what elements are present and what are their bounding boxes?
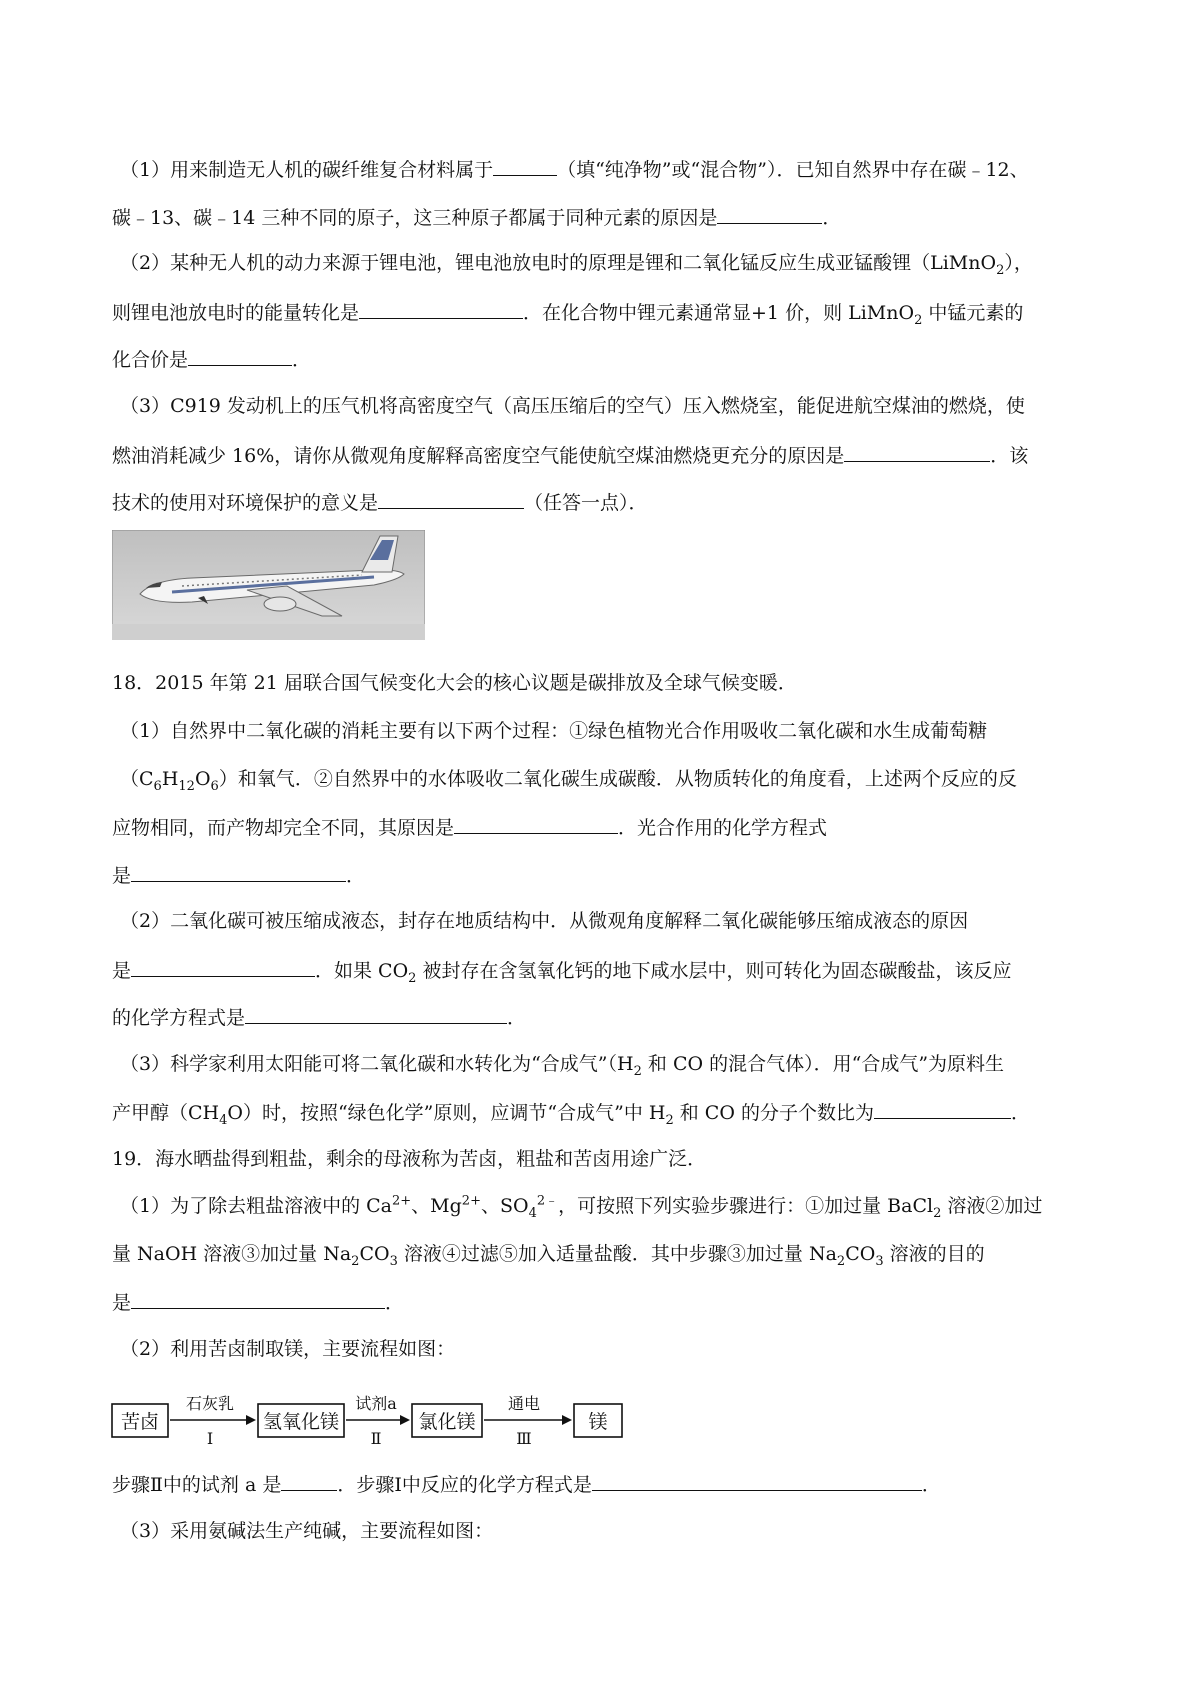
text: ）和氧气．②自然界中的水体吸收二氧化碳生成碳酸．从物质转化的角度看，上述两个反应的反 xyxy=(218,768,1017,790)
text: 量 NaOH 溶液③加过量 Na xyxy=(112,1243,352,1265)
answer-blank[interactable] xyxy=(131,956,315,977)
text: 、Mg xyxy=(411,1195,462,1217)
subscript: 4 xyxy=(528,1205,537,1221)
text: ，可按照下列实验步骤进行：①加过量 BaCl xyxy=(558,1195,934,1217)
text: 、SO xyxy=(480,1195,529,1217)
flow-arrow-1-top: 石灰乳 xyxy=(185,1394,235,1413)
text: H xyxy=(161,768,179,790)
text: 的化学方程式是 xyxy=(112,1007,246,1029)
flow-box-mg-chloride-label: 氯化镁 xyxy=(418,1411,476,1433)
text: ．在化合物中锂元素通常显+1 价，则 LiMnO xyxy=(523,302,915,324)
text: （1）自然界中二氧化碳的消耗主要有以下两个过程：①绿色植物光合作用吸收二氧化碳和水生成葡萄糖 xyxy=(120,720,988,742)
q17-p1-line1 xyxy=(120,155,1029,183)
q17-p2-line2 xyxy=(112,298,1023,326)
q18-p3-line1 xyxy=(120,1051,1004,1077)
subscript: 4 xyxy=(219,1112,228,1128)
q18-p2-line3 xyxy=(112,1003,526,1031)
q18-p2-line1 xyxy=(120,908,968,934)
text: 被封存在含氢氧化钙的地下咸水层中，则可转化为固态碳酸盐，该反应 xyxy=(416,960,1012,982)
q18-p2-line2 xyxy=(112,956,1012,984)
text: 和 CO 的分子个数比为 xyxy=(673,1102,874,1124)
text: 溶液④过滤⑤加入适量盐酸．其中步骤③加过量 Na xyxy=(397,1243,837,1265)
subscript: 2 xyxy=(836,1253,846,1269)
answer-blank[interactable] xyxy=(874,1098,1011,1119)
text: 技术的使用对环境保护的意义是 xyxy=(112,492,379,514)
q18-p3-line2 xyxy=(112,1098,1030,1126)
q19-p2-answer-line xyxy=(112,1470,941,1498)
subscript: 2 xyxy=(996,262,1005,278)
q17-p2-line1 xyxy=(120,250,1033,276)
airplane-photo xyxy=(112,530,425,640)
text: （2）某种无人机的动力来源于锂电池，锂电池放电时的原理是锂和二氧化锰反应生成亚锰酸锂（LiMnO xyxy=(120,252,997,274)
superscript: 2+ xyxy=(461,1193,481,1209)
text: ．如果 CO xyxy=(315,960,409,982)
text: ． xyxy=(822,207,842,229)
answer-blank[interactable] xyxy=(359,298,523,319)
text: 是 xyxy=(112,1292,132,1314)
answer-blank[interactable] xyxy=(454,813,618,834)
text: 碳﹣13、碳﹣14 三种不同的原子，这三种原子都属于同种元素的原因是 xyxy=(112,207,718,229)
superscript: 2﹣ xyxy=(536,1193,559,1209)
text: （1）为了除去粗盐溶液中的 Ca xyxy=(120,1195,392,1217)
text: ．光合作用的化学方程式 xyxy=(618,817,828,839)
text: 化合价是 xyxy=(112,349,189,371)
flow-arrow-2-top: 试剂a xyxy=(355,1394,397,1413)
text: CO xyxy=(845,1243,876,1265)
subscript: 2 xyxy=(933,1205,942,1221)
answer-blank[interactable] xyxy=(188,345,292,366)
answer-blank[interactable] xyxy=(844,441,990,462)
answer-blank[interactable] xyxy=(378,488,524,509)
q17-p3-line3 xyxy=(112,488,648,516)
text: （3）采用氨碱法生产纯碱，主要流程如图： xyxy=(120,1520,494,1542)
subscript: 3 xyxy=(389,1253,398,1269)
flow-arrow-3-top: 通电 xyxy=(507,1394,541,1413)
text: （3）科学家利用太阳能可将二氧化碳和水转化为“合成气”（H xyxy=(120,1053,634,1075)
answer-blank[interactable] xyxy=(493,155,557,176)
text: 应物相同，而产物却完全不同，其原因是 xyxy=(112,817,455,839)
flow-arrow-3-bottom: Ⅲ xyxy=(516,1429,532,1448)
text: ．步骤Ⅰ中反应的化学方程式是 xyxy=(337,1474,592,1496)
answer-blank[interactable] xyxy=(281,1470,337,1491)
text: 19．海水晒盐得到粗盐，剩余的母液称为苦卤，粗盐和苦卤用途广泛． xyxy=(112,1148,707,1170)
answer-blank[interactable] xyxy=(592,1470,922,1491)
flow-box-bittern-label: 苦卤 xyxy=(120,1411,160,1433)
q17-p1-line2 xyxy=(112,203,841,231)
subscript: 2 xyxy=(914,312,923,328)
q19-p1-line2 xyxy=(112,1241,985,1267)
text: 燃油消耗减少 16%，请你从微观角度解释高密度空气能使航空煤油燃烧更充分的原因是 xyxy=(112,445,845,467)
subscript: 2 xyxy=(351,1253,360,1269)
text: 18．2015 年第 21 届联合国气候变化大会的核心议题是碳排放及全球气候变暖． xyxy=(112,672,797,694)
flow-box-mg-hydroxide-label: 氢氧化镁 xyxy=(262,1411,340,1433)
text: ． xyxy=(385,1292,405,1314)
text: CO xyxy=(359,1243,390,1265)
q19-p2-line xyxy=(120,1336,455,1362)
text: 则锂电池放电时的能量转化是 xyxy=(112,302,360,324)
q17-p3-line1 xyxy=(120,393,1025,419)
text: （2）利用苦卤制取镁，主要流程如图： xyxy=(120,1338,456,1360)
text: ． xyxy=(1010,1102,1030,1124)
subscript: 12 xyxy=(178,778,195,794)
q19-p1-line3 xyxy=(112,1288,404,1316)
text: 步骤Ⅱ中的试剂 a 是 xyxy=(112,1474,282,1496)
flow-arrow-2-bottom: Ⅱ xyxy=(370,1429,382,1448)
superscript: 2+ xyxy=(392,1193,412,1209)
answer-blank[interactable] xyxy=(717,203,822,224)
text: ． xyxy=(346,865,366,887)
text: O xyxy=(194,768,211,790)
answer-blank[interactable] xyxy=(131,861,346,882)
q17-p3-line2 xyxy=(112,441,1028,469)
text: ． xyxy=(921,1474,941,1496)
q19-p1-line1 xyxy=(120,1193,1042,1219)
text: （任答一点）． xyxy=(524,492,648,514)
q18-p1-line4 xyxy=(112,861,365,889)
subscript: 2 xyxy=(408,970,417,986)
q19-p3-line xyxy=(120,1518,493,1544)
text: O）时，按照“绿色化学”原则，应调节“合成气”中 H xyxy=(227,1102,666,1124)
answer-blank[interactable] xyxy=(131,1288,385,1309)
subscript: 6 xyxy=(153,778,162,794)
subscript: 3 xyxy=(875,1253,884,1269)
text: 是 xyxy=(112,865,132,887)
q19-title xyxy=(112,1146,706,1172)
text: （1）用来制造无人机的碳纤维复合材料属于 xyxy=(120,159,494,181)
text: （2）二氧化碳可被压缩成液态，封存在地质结构中．从微观角度解释二氧化碳能够压缩成液态的原因 xyxy=(120,910,969,932)
text: 产甲醇（CH xyxy=(112,1102,220,1124)
subscript: 6 xyxy=(210,778,219,794)
text: 溶液的目的 xyxy=(883,1243,985,1265)
q18-p1-line2 xyxy=(120,766,1017,792)
q18-title xyxy=(112,670,797,696)
text: 和 CO 的混合气体）．用“合成气”为原料生 xyxy=(641,1053,1005,1075)
text: 溶液②加过 xyxy=(941,1195,1043,1217)
subscript: 2 xyxy=(633,1063,642,1079)
flow-box-magnesium-label: 镁 xyxy=(588,1411,608,1433)
answer-blank[interactable] xyxy=(245,1003,507,1024)
text: ． xyxy=(507,1007,527,1029)
q17-p2-line3 xyxy=(112,345,311,373)
subscript: 2 xyxy=(665,1112,674,1128)
text: （填“纯净物”或“混合物”）．已知自然界中存在碳﹣12、 xyxy=(557,159,1029,181)
text: ．该 xyxy=(990,445,1029,467)
magnesium-flow-diagram xyxy=(110,1387,670,1449)
q18-p1-line1 xyxy=(120,718,987,744)
text: （3）C919 发动机上的压气机将高密度空气（高压压缩后的空气）压入燃烧室，能促进航空煤油的燃烧，使 xyxy=(120,395,1025,417)
text: 是 xyxy=(112,960,132,982)
text: ． xyxy=(292,349,312,371)
text: 中锰元素的 xyxy=(922,302,1024,324)
q18-p1-line3 xyxy=(112,813,827,841)
text: （C xyxy=(120,768,154,790)
flow-arrow-1-bottom: Ⅰ xyxy=(206,1429,214,1448)
text: ）， xyxy=(1004,252,1033,274)
